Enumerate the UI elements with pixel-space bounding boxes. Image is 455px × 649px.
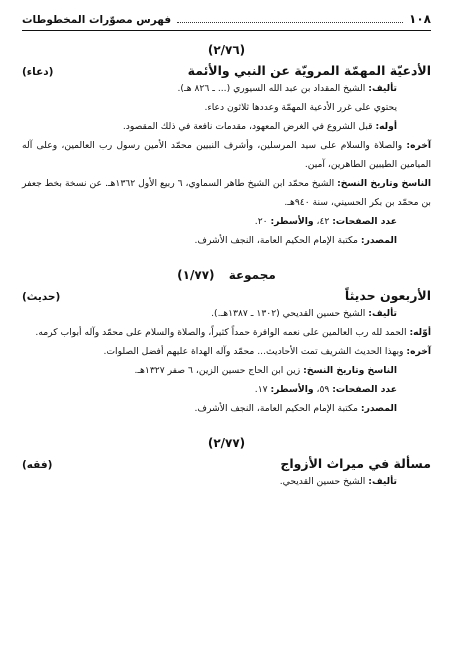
copyist-line: الناسخ وتاريخ النسخ: الشيخ محمّد ابن الشيخ طاهر السماوي، ٦ ربيع الأول ١٣٦٢هـ. عن نسخة بخط جعفر بن محمّد بن بكر الحسيني، سنة ٩٤٠هـ.: [22, 178, 431, 208]
entry-title-row: [22, 456, 431, 471]
author-line: تأليف: الشيخ المقداد بن عبد الله السيوري (... ـ ٨٢٦ هـ).: [177, 83, 397, 94]
explicit-line: آخره: وبهذا الحديث الشريف تمت الأحاديث... محمّد وآله الهداة عليهم أفضل الصلوات.: [103, 346, 431, 357]
author-line: تأليف: الشيخ حسين القديحي.: [279, 476, 397, 487]
incipit-line: أوّله: الحمد لله رب العالمين على نعمه الوافرة حمداً كثيراً، والصلاة والسلام على محمّد وآله أبواب كرمه.: [35, 327, 431, 338]
entry-title-row: [22, 63, 431, 78]
header-dot-leader: [177, 22, 403, 23]
pages-lines: عدد الصفحات: ٥٩، والأسطر: ١٧.: [254, 384, 397, 395]
entry-title-row: [22, 288, 431, 303]
page: [22, 10, 431, 491]
entry-number: (٢/٧٦): [207, 43, 246, 57]
running-title: فهرس مصوّرات المخطوطات: [22, 14, 172, 26]
manuscript-entry: [22, 268, 431, 418]
copyist-line: الناسخ وتاريخ النسخ: زين ابن الحاج حسين الزين، ٦ صفر ١٣٢٧هـ.: [134, 365, 397, 376]
source-line: المصدر: مكتبة الإمام الحكيم العامة، النجف الأشرف.: [194, 235, 397, 246]
incipit-line: أوله: قبل الشروع في الغرض المعهود، مقدمات نافعة في ذلك المقصود.: [122, 121, 397, 132]
entry-title: الأدعيّة المهمّة المرويّة عن النبي والأئمة: [187, 63, 431, 78]
entry-title: الأربعون حديثاً: [344, 288, 431, 303]
entry-category: (دعاء): [22, 66, 54, 78]
entry-category: (حديث): [22, 291, 61, 303]
entry-number: مجموعة (١/٧٧): [177, 268, 276, 282]
manuscript-entry: [22, 43, 431, 250]
manuscript-entry: [22, 436, 431, 491]
pages-lines: عدد الصفحات: ٤٢، والأسطر: ٢٠.: [254, 216, 397, 227]
explicit-line: آخره: والصلاة والسلام على سيد المرسلين، وأشرف النبيين محمّد الأمين رسول رب العالمين، وعلى آله الميامين الطيبين الطاهرين، آمين.: [22, 140, 432, 170]
collection-label: مجموعة: [228, 268, 276, 282]
entry-number: (٢/٧٧): [207, 436, 246, 450]
page-number: ١٠٨: [409, 12, 431, 26]
entry-title: مسألة في ميراث الأزواج: [280, 456, 431, 471]
source-line: المصدر: مكتبة الإمام الحكيم العامة، النجف الأشرف.: [194, 403, 397, 414]
entry-category: (فقه): [22, 459, 53, 471]
author-line: تأليف: الشيخ حسين القديحي (١٣٠٢ ـ ١٣٨٧هـ.).: [211, 308, 397, 319]
description-line: يحتوي على غرر الأدعية المهمّة وعددها ثلاثون دعاء.: [204, 102, 397, 113]
running-header: [22, 10, 431, 31]
